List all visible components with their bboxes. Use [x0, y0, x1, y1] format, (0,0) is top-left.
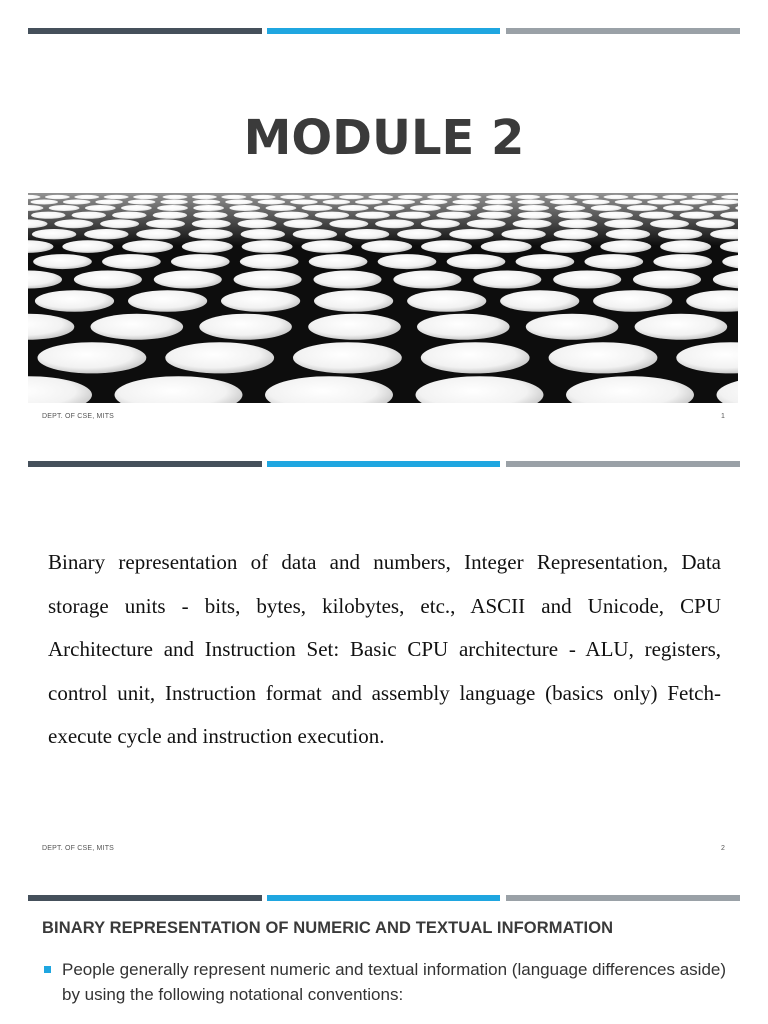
- header-bar-gray-segment: [506, 28, 740, 34]
- header-bar-dark-segment: [28, 461, 262, 467]
- square-bullet-icon: [44, 966, 51, 973]
- slide-2-footer-dept: DEPT. OF CSE, MITS: [42, 845, 115, 852]
- header-bar-gray-segment: [506, 895, 740, 901]
- disc-pattern-photo: [28, 193, 738, 403]
- bullet-text: People generally represent numeric and textual information (language differences aside) by using the following notational conventions:: [62, 960, 727, 1004]
- header-bar-blue-segment: [267, 28, 500, 34]
- header-bar-dark-segment: [28, 895, 262, 901]
- slide-3-header-bar: [28, 895, 740, 901]
- slide-2-header-bar: [28, 461, 740, 467]
- slide-2-page-number: 2: [721, 845, 725, 852]
- slide-3: [0, 895, 768, 1024]
- slide-1-header-bar: [28, 28, 740, 34]
- slide-1: [0, 28, 768, 448]
- slide-1-title: MODULE 2: [243, 110, 525, 166]
- list-item: [42, 957, 742, 1007]
- slide-2: [0, 461, 768, 881]
- slide-1-page-number: 1: [721, 413, 725, 420]
- syllabus-text: Binary representation of data and numbers, Integer Representation, Data storage units - bits, bytes, kilobytes, etc., ASCII and Unicode, CPU Architecture and Instruction Set: Basic CPU architecture - ALU, registers, control unit, Instruction format and assembly language (basics only) Fetch-execute cycle and instruction execution.: [48, 550, 721, 748]
- header-bar-gray-segment: [506, 461, 740, 467]
- slide-1-footer-dept: DEPT. OF CSE, MITS: [42, 413, 115, 420]
- slide-3-heading: BINARY REPRESENTATION OF NUMERIC AND TEXTUAL INFORMATION: [42, 919, 614, 937]
- slide-3-bullet-list: [42, 957, 742, 1015]
- header-bar-blue-segment: [267, 461, 500, 467]
- header-bar-dark-segment: [28, 28, 262, 34]
- header-bar-blue-segment: [267, 895, 500, 901]
